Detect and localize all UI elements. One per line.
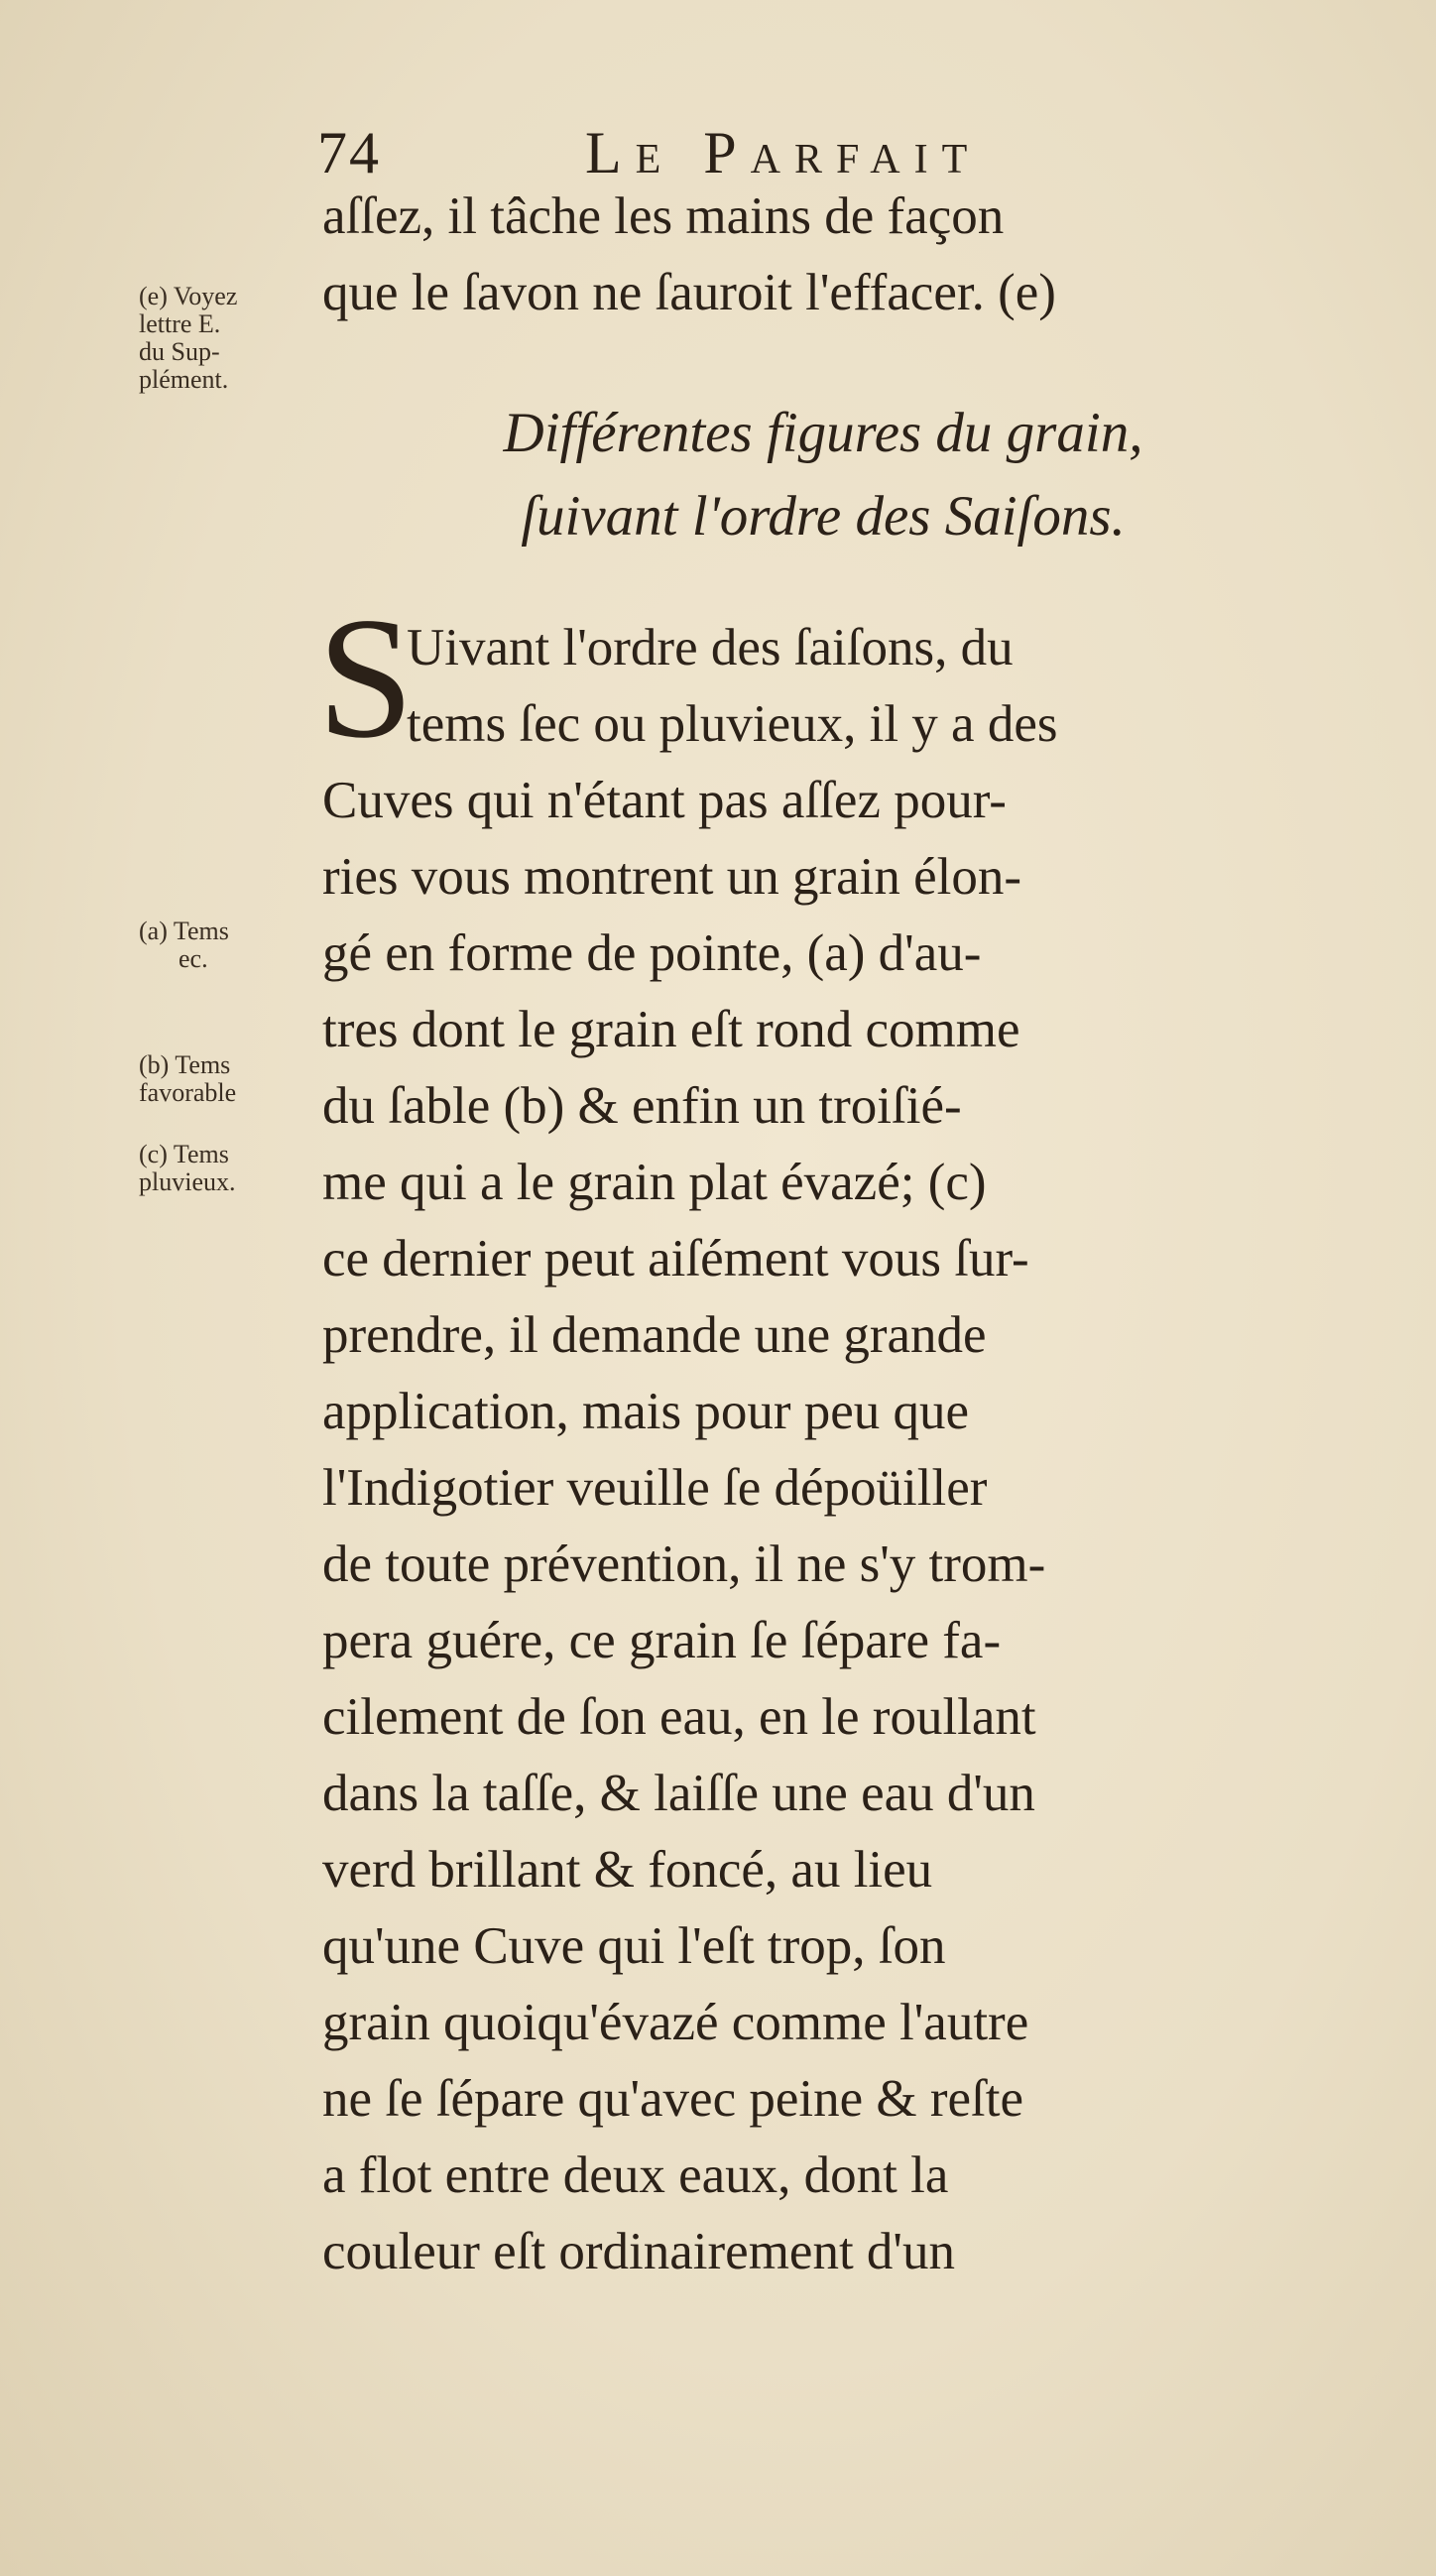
text-line: tres dont le grain eſt rond comme [322, 1001, 1020, 1058]
text-line: tems ſec ou pluvieux, il y a des [407, 695, 1058, 753]
text-line: qu'une Cuve qui l'eſt trop, ſon [322, 1917, 946, 1975]
margin-note-line: du Sup- [139, 337, 220, 366]
text-line: grain quoiqu'évazé comme l'autre [322, 1994, 1029, 2051]
drop-cap: S [317, 581, 415, 774]
text-line: ne ſe ſépare qu'avec peine & reſte [322, 2070, 1023, 2128]
text-line: du ſable (b) & enfin un troiſié- [322, 1077, 962, 1135]
text-line: me qui a le grain plat évazé; (c) [322, 1154, 987, 1211]
text-line: verd brillant & foncé, au lieu [322, 1841, 933, 1899]
section-heading [317, 392, 1329, 558]
text-line: ce dernier peut aiſément vous ſur- [322, 1230, 1029, 1288]
margin-note-line: lettre E. [139, 309, 221, 338]
margin-note-line: plément. [139, 365, 229, 394]
text-line: prendre, il demande une grande [322, 1306, 987, 1364]
margin-note-line: ec. [179, 944, 208, 973]
heading-line: Différentes figures du grain, [503, 402, 1143, 464]
margin-note-line: pluvieux. [139, 1167, 236, 1196]
margin-note-line: (c) Tems [139, 1140, 229, 1168]
margin-note-line: (a) Tems [139, 917, 229, 945]
margin-note-e [139, 283, 317, 394]
text-line: couleur eſt ordinairement d'un [322, 2223, 955, 2280]
text-line: a flot entre deux eaux, dont la [322, 2147, 949, 2204]
margin-note-b [139, 1051, 317, 1107]
text-line: ries vous montrent un grain élon- [322, 848, 1022, 906]
text-line: dans la taſſe, & laiſſe une eau d'un [322, 1765, 1035, 1822]
text-line: pera guére, ce grain ſe ſépare fa- [322, 1612, 1002, 1669]
opening-lines [407, 610, 1057, 763]
text-line: l'Indigotier veuille ſe dépoüiller [322, 1459, 988, 1517]
text-line: aſſez, il tâche les mains de façon [322, 187, 1005, 245]
text-line: de toute prévention, il ne s'y trom- [322, 1535, 1046, 1593]
margin-note-line: favorable [139, 1078, 237, 1107]
text-line: que le ſavon ne ſauroit l'effacer. (e) [322, 264, 1056, 321]
text-line: gé en forme de pointe, (a) d'au- [322, 924, 982, 982]
running-head: Le Parfait [585, 120, 982, 185]
heading-line: ſuivant l'ordre des Saiſons. [521, 485, 1126, 548]
top-text [322, 179, 1334, 331]
text-line: cilement de ſon eau, en le roullant [322, 1688, 1036, 1746]
main-text [322, 763, 1334, 2290]
margin-note-a [139, 918, 317, 973]
text-line: application, mais pour peu que [322, 1383, 970, 1440]
margin-note-line: (e) Voyez [139, 282, 238, 310]
text-line: Cuves qui n'étant pas aſſez pour- [322, 772, 1007, 829]
margin-note-line: (b) Tems [139, 1050, 231, 1079]
page-number: 74 [317, 120, 381, 185]
text-line: Uivant l'ordre des ſaiſons, du [407, 619, 1014, 676]
margin-note-c [139, 1141, 317, 1196]
